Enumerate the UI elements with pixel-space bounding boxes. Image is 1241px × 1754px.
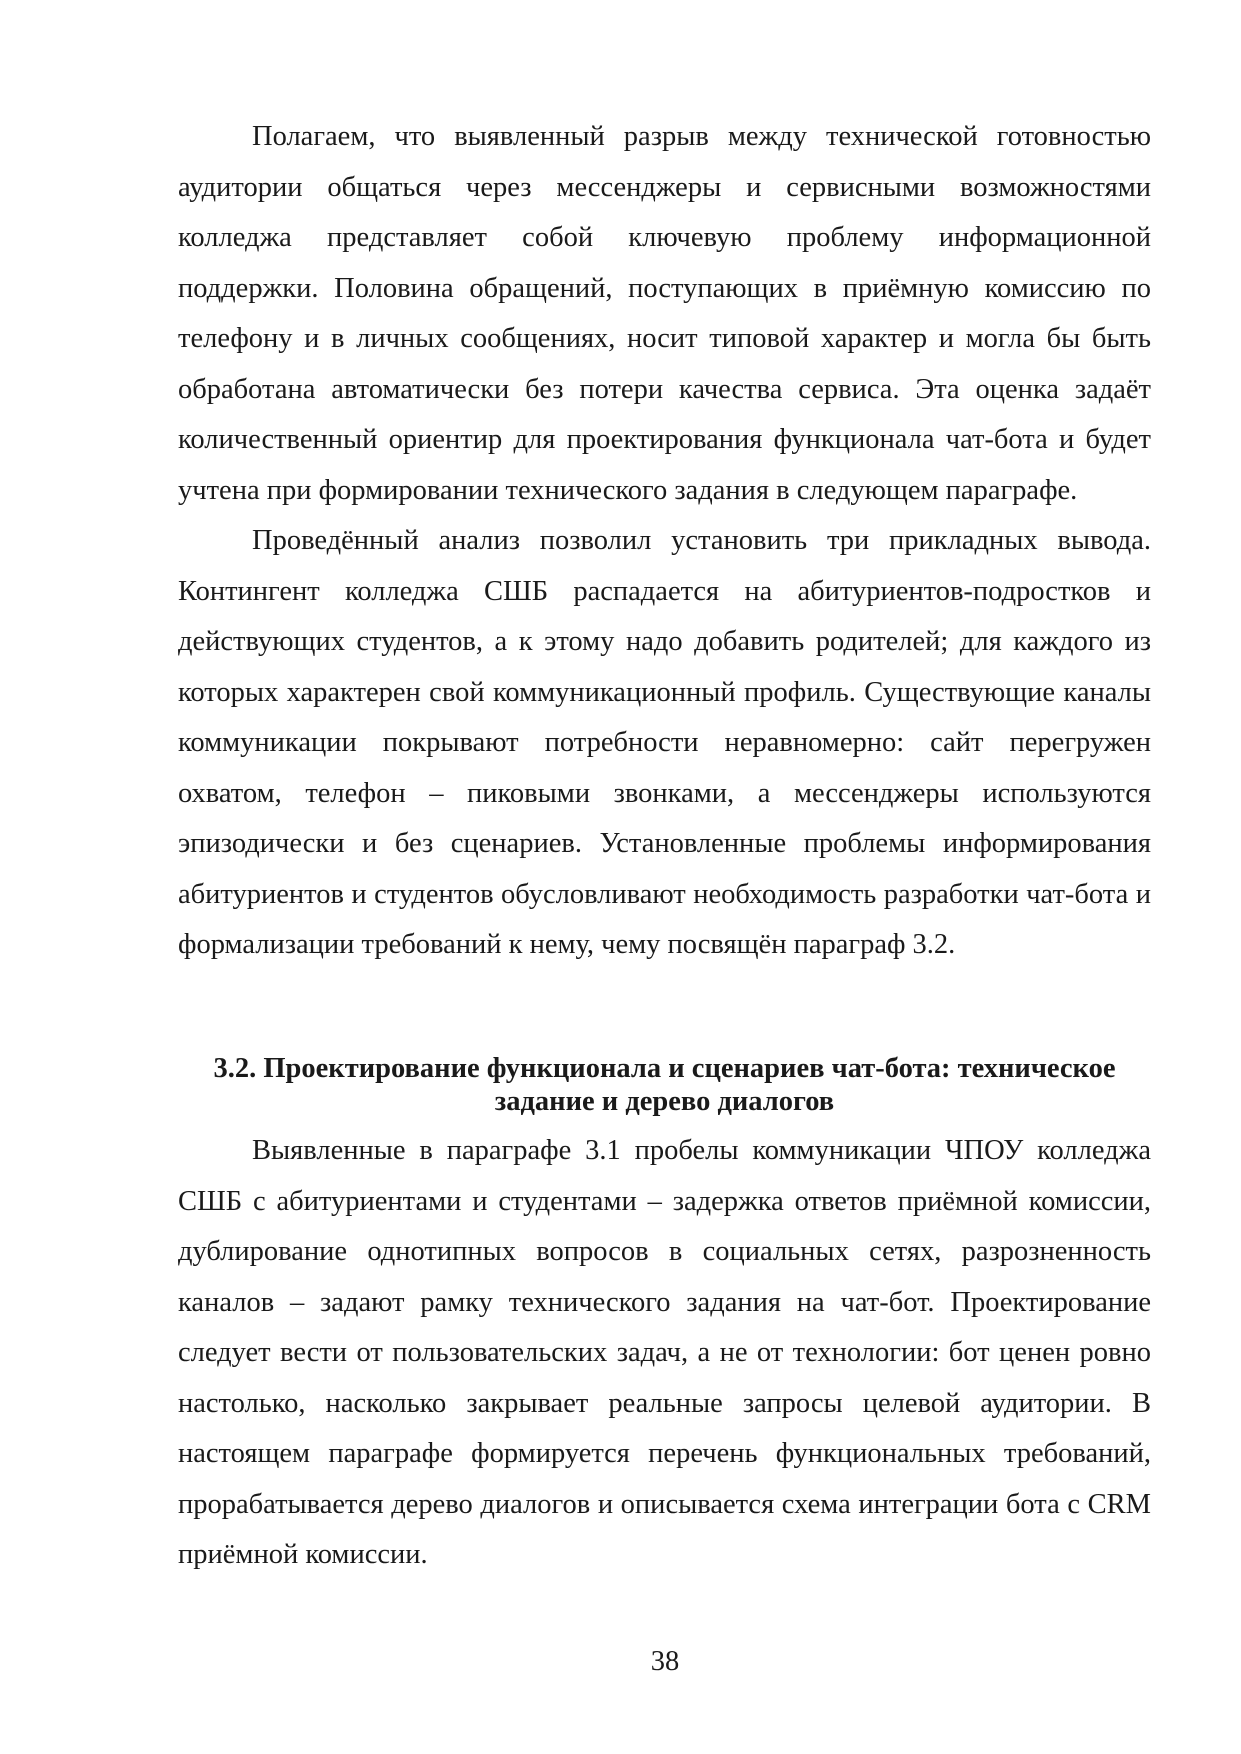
body-paragraph: Полагаем, что выявленный разрыв между технической готовностью аудитории общаться через мессенджеры и сервисными возможностями колледжа представляет собой ключевую проблему информационной поддержки. Половина обращений, поступающих в приёмную комиссию по телефону и в личных сообщениях, носит типовой характер и могла бы быть обработана автоматически без потери качества сервиса. Эта оценка задаёт количественный ориентир для проектирования функционала чат-бота и будет учтена при формировании технического задания в следующем параграфе.: [178, 121, 1151, 506]
body-paragraph: Проведённый анализ позволил установить три прикладных вывода. Контингент колледжа СШБ распадается на абитуриентов-подростков и действующих студентов, а к этому надо добавить родителей; для каждого из которых характерен свой коммуникационный профиль. Существующие каналы коммуникации покрывают потребности неравномерно: сайт перегружен охватом, телефон – пиковыми звонками, а мессенджеры используются эпизодически и без сценариев. Установленные проблемы информирования абитуриентов и студентов обусловливают необходимость разработки чат-бота и формализации требований к нему, чему посвящён параграф 3.2.: [178, 525, 1151, 960]
paragraph-block: [178, 1126, 1151, 1581]
paragraph-block: [178, 112, 1151, 516]
section-heading-line: задание и дерево диалогов: [494, 1086, 835, 1117]
body-paragraph: Выявленные в параграфе 3.1 пробелы коммуникации ЧПОУ колледжа СШБ с абитуриентами и студентами – задержка ответов приёмной комиссии, дублирование однотипных вопросов в социальных сетях, разрозненность каналов – задают рамку технического задания на чат-бот. Проектирование следует вести от пользовательских задач, а не от технологии: бот ценен ровно настолько, насколько закрывает реальные запросы целевой аудитории. В настоящем параграфе формируется перечень функциональных требований, прорабатывается дерево диалогов и описывается схема интеграции бота с CRM приёмной комиссии.: [178, 1135, 1151, 1570]
section-heading-line: 3.2. Проектирование функционала и сценариев чат-бота: техническое: [213, 1053, 1116, 1084]
paragraph-block: [178, 516, 1151, 971]
page-number: 38: [650, 1646, 680, 1677]
section-heading: [178, 1052, 1151, 1118]
